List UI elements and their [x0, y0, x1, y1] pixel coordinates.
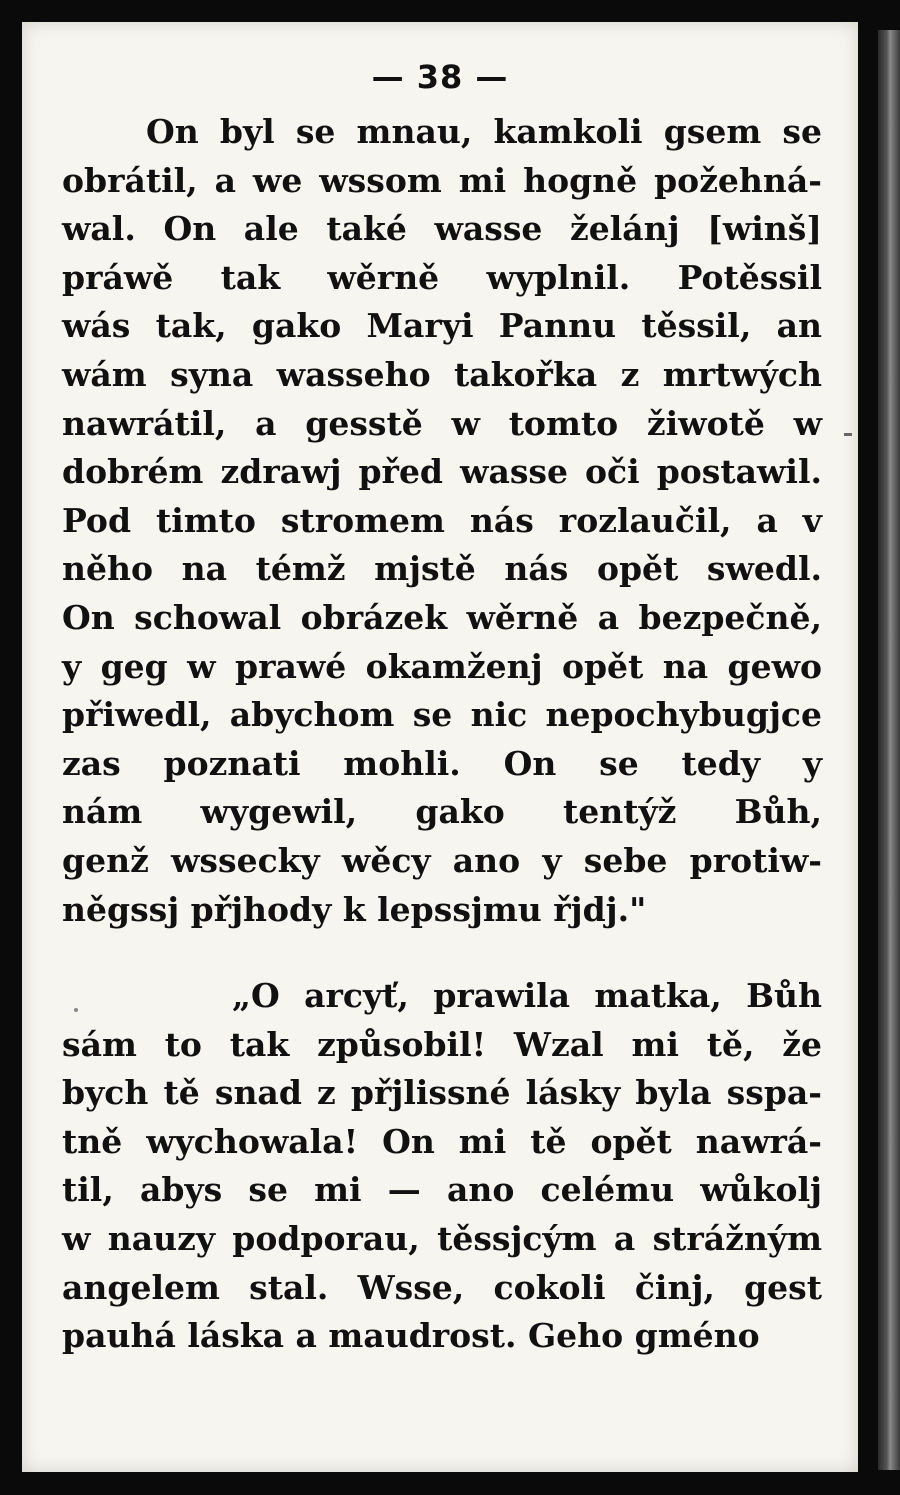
text-line: y geg w prawé okamženj opět na gewo: [62, 646, 822, 686]
book-page: [22, 22, 858, 1472]
text-line: nám wygewil, gako tentýž Bůh,: [62, 792, 822, 832]
text-line: sám to tak způsobil! Wzal mi tě, že: [62, 1024, 822, 1064]
text-line: wal. On ale také wasse želánj [winš]: [62, 209, 822, 249]
text-line: wás tak, gako Maryi Pannu těssil, an: [62, 306, 822, 346]
text-line: práwě tak wěrně wyplnil. Potěssil: [62, 257, 822, 297]
text-line: wám syna wasseho takořka z mrtwých: [62, 354, 822, 394]
text-line: něho na témž mjstě nás opět swedl.: [62, 549, 822, 589]
text-line: něgssj přjhody k lepssjmu řjdj.": [62, 889, 647, 929]
text-line: pauhá láska a maudrost. Geho gméno: [62, 1316, 760, 1356]
text-line: On byl se mnau, kamkoli gsem se: [146, 112, 822, 151]
paragraph-2: [62, 972, 822, 1361]
text-line: On schowal obrázek wěrně a bezpečně,: [62, 597, 822, 637]
text-line: angelem stal. Wsse, cokoli činj, gest: [62, 1267, 822, 1307]
text-line: obrátil, a we wssom mi hogně požehná-: [62, 160, 822, 200]
text-line: přiwedl, abychom se nic nepochybugjce: [62, 695, 822, 735]
text-line: w nauzy podporau, těssjcým a strážným: [62, 1218, 822, 1258]
text-line: „O arcyť, prawila matka, Bůh: [232, 976, 822, 1015]
text-line: tně wychowala! On mi tě opět nawrá-: [62, 1121, 822, 1161]
text-line: genž wssecky wěcy ano y sebe protiw-: [62, 840, 822, 880]
text-line: bych tě snad z přjlissné lásky byla sspa-: [62, 1073, 822, 1113]
paragraph-1: [62, 108, 822, 934]
book-edge: [878, 30, 900, 1470]
text-line: nawrátil, a gesstě w tomto žiwotě w: [62, 403, 822, 443]
page-number: — 38 —: [371, 58, 509, 96]
text-line: dobrém zdrawj před wasse oči postawil.: [62, 452, 822, 492]
margin-mark: [844, 433, 852, 436]
text-line: til, abys se mi — ano celému wůkolj: [62, 1170, 822, 1210]
text-line: Pod timto stromem nás rozlaučil, a v: [62, 500, 822, 540]
text-line: zas poznati mohli. On se tedy y: [62, 743, 822, 783]
